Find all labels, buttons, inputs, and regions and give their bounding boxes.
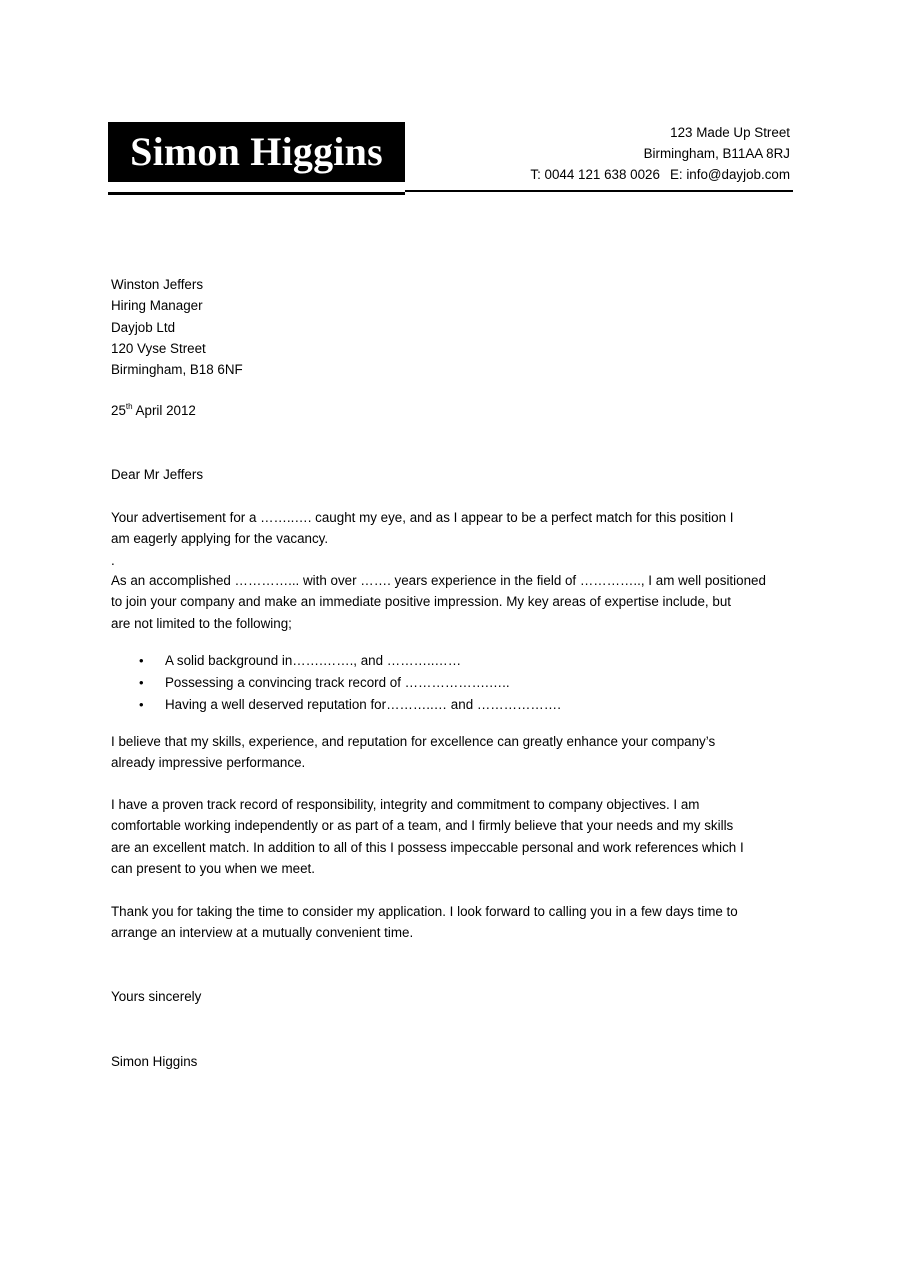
sender-address-line1: 123 Made Up Street <box>670 125 790 140</box>
list-item <box>111 650 561 672</box>
paragraph-2-line-2: to join your company and make an immediate positive impression. My key areas of expertise include, but <box>111 594 731 610</box>
recipient-street: 120 Vyse Street <box>111 340 206 356</box>
list-item <box>111 694 561 716</box>
paragraph-5-line-2: arrange an interview at a mutually convenient time. <box>111 925 414 941</box>
paragraph-4-line-4: can present to you when we meet. <box>111 860 315 876</box>
letter-date <box>111 400 196 421</box>
sender-email: E: info@dayjob.com <box>669 167 790 182</box>
paragraph-5 <box>111 901 738 944</box>
list-item-text: Having a well deserved reputation for………..… and ………………. <box>165 697 561 712</box>
paragraph-3 <box>111 731 715 774</box>
paragraph-1-line-3: . <box>111 552 115 568</box>
sender-name: Simon Higgins <box>130 129 383 174</box>
paragraph-5-line-1: Thank you for taking the time to consider my application. I look forward to calling you in a few days time to <box>111 904 738 919</box>
date-rest: April 2012 <box>132 403 196 418</box>
paragraph-1-line-1: Your advertisement for a ……..…. caught my eye, and as I appear to be a perfect match for this position I <box>111 510 734 525</box>
header-rule-thick <box>108 192 405 195</box>
paragraph-4-line-3: are an excellent match. In addition to all of this I possess impeccable personal and work references which I <box>111 839 744 855</box>
paragraph-1-line-2: am eagerly applying for the vacancy. <box>111 531 329 547</box>
bullet-icon: • <box>139 675 144 690</box>
closing <box>111 986 201 1007</box>
bullet-icon: • <box>139 653 144 668</box>
sender-phone: T: 0044 121 638 0026 <box>530 167 660 182</box>
date-suffix: th <box>125 402 133 411</box>
paragraph-3-line-1: I believe that my skills, experience, and reputation for excellence can greatly enhance your company’s <box>111 734 716 749</box>
date-day: 25 <box>111 403 126 418</box>
paragraph-2 <box>111 570 766 634</box>
recipient-address <box>111 274 243 380</box>
paragraph-4 <box>111 794 744 879</box>
paragraph-4-line-1: I have a proven track record of responsibility, integrity and commitment to company objectives. I am <box>111 797 700 812</box>
list-item <box>111 672 561 694</box>
recipient-name: Winston Jeffers <box>111 277 204 292</box>
paragraph-3-line-2: already impressive performance. <box>111 755 306 771</box>
list-item-text: A solid background in…….……., and ………..…… <box>165 653 462 668</box>
recipient-company: Dayjob Ltd <box>111 319 176 335</box>
sender-address-line2: Birmingham, B11AA 8RJ <box>643 146 790 161</box>
signature-name: Simon Higgins <box>111 1054 198 1069</box>
expertise-list <box>111 650 561 716</box>
salutation <box>111 464 203 485</box>
paragraph-2-line-1: As an accomplished …………... with over ……. years experience in the field of ………….., I am well positioned <box>111 573 766 588</box>
paragraph-2-line-3: are not limited to the following; <box>111 615 292 631</box>
signature <box>111 1051 197 1072</box>
closing-text: Yours sincerely <box>111 989 202 1004</box>
paragraph-1 <box>111 507 734 571</box>
paragraph-4-line-2: comfortable working independently or as part of a team, and I firmly believe that your needs and my skills <box>111 818 734 834</box>
name-banner <box>108 122 405 182</box>
recipient-city: Birmingham, B18 6NF <box>111 362 243 378</box>
list-item-text: Possessing a convincing track record of ……………….….. <box>165 675 510 690</box>
header-rule-thin <box>405 190 793 192</box>
salutation-text: Dear Mr Jeffers <box>111 467 204 482</box>
bullet-icon: • <box>139 697 144 712</box>
sender-phone-email-row <box>530 164 790 185</box>
recipient-title: Hiring Manager <box>111 298 203 314</box>
sender-contact <box>530 122 790 185</box>
